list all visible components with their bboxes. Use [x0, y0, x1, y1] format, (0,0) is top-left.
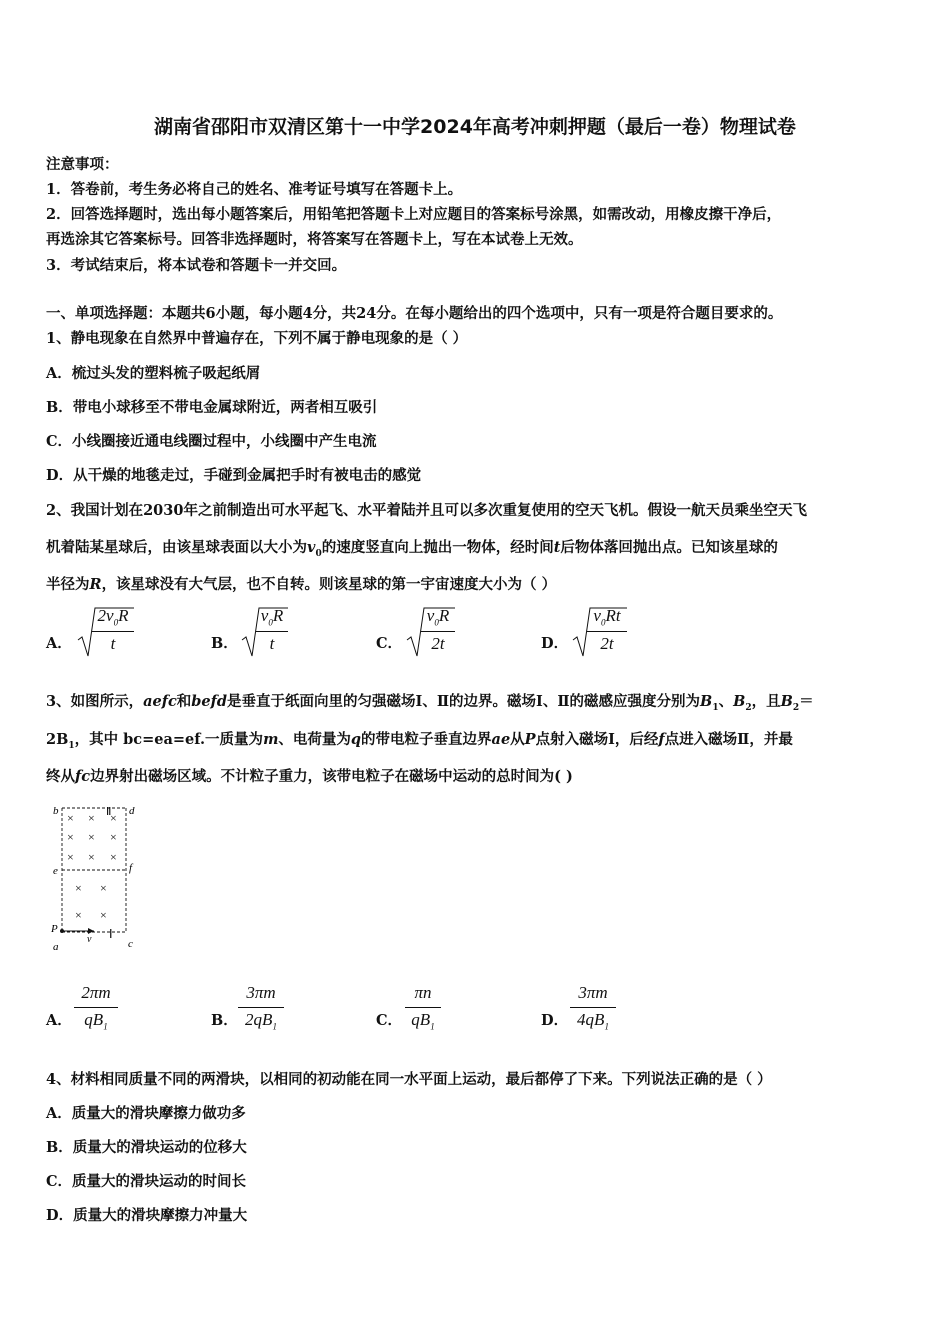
- magnetic-field-diagram: [44, 798, 144, 956]
- question-3-option-b-fraction: 3πm $2qB_1$: [238, 983, 284, 1033]
- region-1-label: Ⅰ: [109, 927, 113, 941]
- question-3-option-a-fraction: 2πm $qB_1$: [74, 983, 118, 1033]
- field-cross: ×: [67, 811, 74, 825]
- label-a: a: [53, 941, 59, 953]
- label-c: c: [128, 938, 133, 950]
- field-cross: ×: [75, 881, 82, 895]
- question-2-option-d-fraction: $v_0Rt$ 2t: [587, 606, 627, 656]
- question-3-option-b-label: B．: [211, 1012, 238, 1029]
- page-title: 湖南省邵阳市双清区第十一中学2024年高考冲刺押题（最后一卷）物理试卷: [154, 116, 796, 138]
- field-cross: ×: [88, 830, 95, 844]
- question-4-stem: 4、材料相同质量不同的两滑块，以相同的初动能在同一水平面上运动，最后都停了下来。下列说法正确的是（ ）: [46, 1071, 772, 1088]
- field-cross: ×: [88, 811, 95, 825]
- field-cross: ×: [110, 830, 117, 844]
- question-1-option-a: A．梳过头发的塑料梳子吸起纸屑: [46, 365, 261, 382]
- notice-item-2-line-1: 2．回答选择题时，选出每小题答案后，用铅笔把答题卡上对应题目的答案标号涂黑，如需改动，用橡皮擦干净后，: [46, 206, 782, 223]
- notice-item-2-line-2: 再选涂其它答案标号。回答非选择题时，将答案写在答题卡上，写在本试卷上无效。: [46, 231, 583, 248]
- question-3-option-d-label: D．: [541, 1012, 569, 1029]
- label-P: P: [51, 923, 58, 935]
- question-2-option-d-label: D．: [541, 635, 569, 652]
- field-cross: ×: [88, 850, 95, 864]
- question-2-option-b-fraction: $v_0R$ t: [256, 606, 288, 656]
- question-3-line-2: $2B_1$，其中 bc=ea=ef.一质量为m、电荷量为q的带电粒子垂直边界ae从P点射入磁场Ⅰ，后经f点进入磁场Ⅱ，并最: [46, 731, 793, 751]
- region-2-label: Ⅱ: [106, 806, 112, 818]
- field-cross: ×: [100, 908, 107, 922]
- label-v: v: [87, 934, 92, 945]
- question-3-line-3: 终从fc边界射出磁场区域。不计粒子重力，该带电粒子在磁场中运动的总时间为( ): [46, 768, 573, 785]
- question-1-option-b: B．带电小球移至不带电金属球附近，两者相互吸引: [46, 399, 378, 416]
- question-2-option-c-fraction: $v_0R$ 2t: [421, 606, 455, 656]
- label-b: b: [53, 805, 59, 817]
- question-3-line-1: 3、如图所示，aefc和befd是垂直于纸面向里的匀强磁场Ⅰ、Ⅱ的边界。磁场Ⅰ、Ⅱ的磁感应强度分别为$B_1$、$B_2$，且$B_2=$: [46, 693, 814, 713]
- field-cross: ×: [110, 850, 117, 864]
- label-f: f: [129, 862, 133, 874]
- question-3-option-c-fraction: πn $qB_1$: [405, 983, 441, 1033]
- field-cross: ×: [110, 811, 117, 825]
- question-3-option-a-label: A．: [46, 1012, 72, 1029]
- question-4-option-d: D．质量大的滑块摩擦力冲量大: [46, 1207, 248, 1224]
- question-2-option-c-label: C．: [376, 635, 403, 652]
- question-3-option-d-fraction: 3πm $4qB_1$: [570, 983, 616, 1033]
- question-1-stem: 1、静电现象在自然界中普遍存在，下列不属于静电现象的是（ ）: [46, 330, 468, 347]
- question-1-option-d: D．从干燥的地毯走过，手碰到金属把手时有被电击的感觉: [46, 467, 422, 484]
- question-4-option-c: C．质量大的滑块运动的时间长: [46, 1173, 247, 1190]
- field-cross: ×: [75, 908, 82, 922]
- field-cross: ×: [100, 881, 107, 895]
- question-2-option-b-label: B．: [211, 635, 238, 652]
- question-1-option-c: C．小线圈接近通电线圈过程中，小线圈中产生电流: [46, 433, 377, 450]
- label-e: e: [53, 865, 58, 877]
- notice-item-3: 3．考试结束后，将本试卷和答题卡一并交回。: [46, 257, 347, 274]
- notice-heading: 注意事项：: [46, 156, 119, 173]
- question-2-option-a-fraction: $2v_0R$ t: [92, 606, 134, 656]
- label-d: d: [129, 805, 135, 817]
- question-4-option-b: B．质量大的滑块运动的位移大: [46, 1139, 247, 1156]
- question-2-line-2: 机着陆某星球后，由该星球表面以大小为$v_0$的速度竖直向上抛出一物体，经时间t后物体落回抛出点。已知该星球的: [46, 539, 778, 559]
- question-2-line-3: 半径为R，该星球没有大气层，也不自转。则该星球的第一宇宙速度大小为（ ）: [46, 576, 557, 593]
- question-4-option-a: A．质量大的滑块摩擦力做功多: [46, 1105, 246, 1122]
- question-2-option-a-label: A．: [46, 635, 72, 652]
- question-3-option-c-label: C．: [376, 1012, 403, 1029]
- field-cross: ×: [67, 830, 74, 844]
- field-cross: ×: [67, 850, 74, 864]
- question-2-line-1: 2、我国计划在2030年之前制造出可水平起飞、水平着陆并且可以多次重复使用的空天飞机。假设一航天员乘坐空天飞: [46, 502, 807, 519]
- section-heading: 一、单项选择题：本题共6小题，每小题4分，共24分。在每小题给出的四个选项中，只有一项是符合题目要求的。: [46, 305, 783, 322]
- notice-item-1: 1．答卷前，考生务必将自己的姓名、准考证号填写在答题卡上。: [46, 181, 463, 198]
